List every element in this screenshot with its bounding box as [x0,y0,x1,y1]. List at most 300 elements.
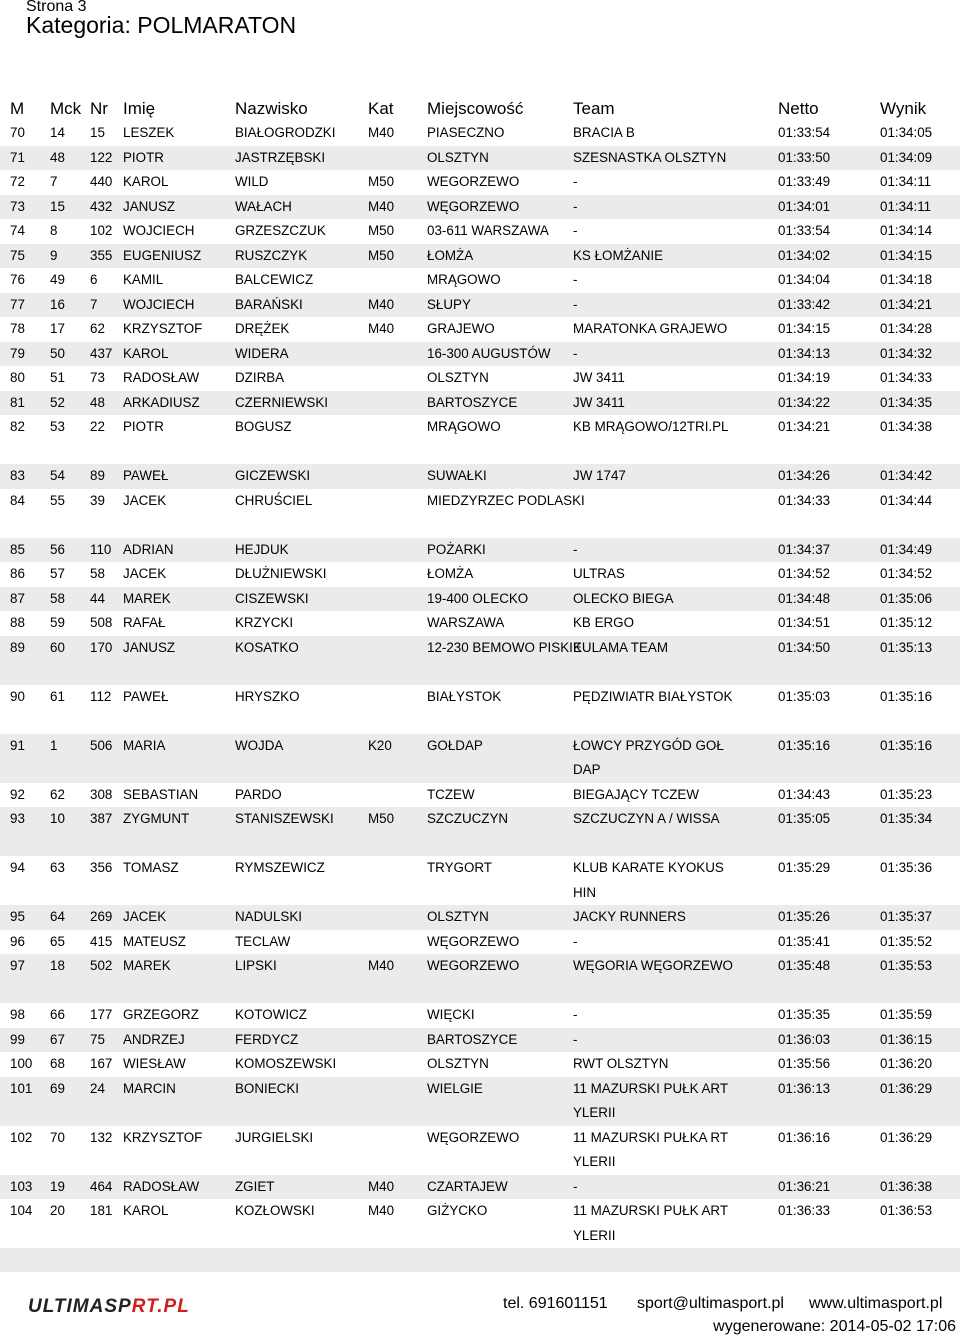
cell-m: 103 [10,1178,33,1194]
cell-miejscowosc: GRAJEWO [427,321,495,336]
cell-nazwisko: KOSATKO [235,639,299,655]
cell-kat: M40 [368,1203,395,1218]
cell-nr: 432 [90,198,113,214]
cell-nr: 502 [90,958,113,973]
cell-nazwisko: DŁUŻNIEWSKI [235,566,327,581]
cell-nr: 102 [90,223,113,238]
cell-wynik: 01:34:11 [880,198,932,214]
footer-phone: tel. 691601151 [503,1295,608,1312]
cell-netto: 01:33:42 [778,296,831,312]
table-empty-row [0,1248,960,1272]
cell-team: RWT OLSZTYN [573,1056,669,1071]
cell-wynik: 01:34:35 [880,394,933,410]
cell-miejscowosc: GIŻYCKO [427,1203,488,1218]
cell-imie: MAREK [123,958,171,973]
cell-m: 77 [10,296,25,312]
cell-netto: 01:33:50 [778,149,831,165]
cell-imie: KRZYSZTOF [123,321,203,336]
table-row [0,1126,960,1175]
cell-m: 95 [10,909,25,924]
cell-wynik: 01:34:32 [880,345,933,361]
cell-netto: 01:36:33 [778,1203,831,1218]
table-row [0,268,960,293]
cell-imie: EUGENIUSZ [123,247,202,263]
cell-team: - [573,345,578,361]
cell-team: 11 MAZURSKI PUŁKA RTYLERII [573,1129,729,1169]
cell-team: KB MRĄGOWO/12TRI.PL [573,419,729,434]
col-header-miejscowosc: Miejscowość [427,99,524,118]
cell-nazwisko: DRĘŻEK [235,321,290,336]
cell-nazwisko: TECLAW [235,933,291,949]
col-header-mck: Mck [50,99,82,118]
cell-nr: 75 [90,1031,105,1047]
cell-miejscowosc: WĘGORZEWO [427,198,520,214]
cell-netto: 01:34:19 [778,370,831,385]
cell-nazwisko: RUSZCZYK [235,247,308,263]
cell-miejscowosc: BARTOSZYCE [427,394,518,410]
cell-nazwisko: BIAŁOGRODZKI [235,125,336,140]
cell-mck: 56 [50,541,65,557]
cell-mck: 58 [50,590,65,606]
cell-team: BIEGAJĄCY TCZEW [573,786,699,802]
cell-team: - [573,223,578,238]
cell-nazwisko: WILD [235,174,269,189]
table-row [0,1199,960,1248]
cell-nazwisko: KOZŁOWSKI [235,1203,315,1218]
table-header [0,97,960,121]
cell-wynik: 01:35:53 [880,958,933,973]
cell-m: 83 [10,468,25,483]
footer-email: sport@ultimasport.pl [637,1295,784,1312]
cell-mck: 52 [50,394,65,410]
cell-netto: 01:34:15 [778,321,831,336]
cell-m: 102 [10,1129,33,1145]
table-row [0,783,960,808]
cell-miejscowosc: WARSZAWA [427,615,505,630]
cell-nazwisko: JASTRZĘBSKI [235,149,326,165]
cell-mck: 7 [50,174,58,189]
table-row [0,685,960,734]
cell-m: 99 [10,1031,25,1047]
cell-miejscowosc: TCZEW [427,786,475,802]
cell-wynik: 01:36:53 [880,1203,933,1218]
table-row [0,146,960,171]
table-row [0,293,960,318]
cell-nr: 506 [90,737,113,753]
cell-nr: 415 [90,933,113,949]
table-row [0,366,960,391]
cell-miejscowosc: GOŁDAP [427,737,483,753]
table-row [0,244,960,269]
cell-nr: 177 [90,1007,113,1022]
cell-kat: M50 [368,811,395,826]
cell-imie: JANUSZ [123,198,176,214]
cell-m: 79 [10,345,25,361]
cell-nr: 269 [90,909,113,924]
cell-m: 70 [10,125,25,140]
cell-wynik: 01:35:13 [880,639,933,655]
cell-miejscowosc: 03-611 WARSZAWA [427,223,549,238]
cell-netto: 01:34:50 [778,639,831,655]
cell-miejscowosc: MRĄGOWO [427,272,501,287]
col-header-nazwisko: Nazwisko [235,99,308,118]
table-row [0,930,960,955]
cell-nr: 62 [90,321,105,336]
cell-team: - [573,272,578,287]
cell-miejscowosc: WIELGIE [427,1080,483,1096]
cell-nr: 170 [90,639,113,655]
cell-netto: 01:33:54 [778,223,831,238]
cell-wynik: 01:34:38 [880,419,933,434]
cell-nr: 464 [90,1178,113,1194]
cell-kat: M40 [368,958,395,973]
cell-nazwisko: BARAŃSKI [235,296,303,312]
cell-m: 98 [10,1007,25,1022]
footer-website: www.ultimasport.pl [809,1295,943,1312]
cell-wynik: 01:34:09 [880,149,933,165]
cell-imie: MATEUSZ [123,933,186,949]
cell-nr: 73 [90,370,105,385]
cell-imie: PIOTR [123,149,164,165]
table-row [0,1003,960,1028]
cell-imie: JACEK [123,566,167,581]
cell-m: 101 [10,1080,33,1096]
cell-mck: 53 [50,419,65,434]
cell-netto: 01:35:29 [778,860,831,875]
cell-team: JW 1747 [573,468,626,483]
cell-team: BRACIA B [573,125,635,140]
table-row [0,121,960,146]
cell-mck: 59 [50,615,65,630]
cell-nr: 89 [90,468,105,483]
cell-wynik: 01:35:23 [880,786,933,802]
cell-wynik: 01:36:38 [880,1178,933,1194]
cell-miejscowosc: WEGORZEWO [427,174,520,189]
cell-nazwisko: PARDO [235,786,282,802]
cell-wynik: 01:34:11 [880,174,932,189]
cell-miejscowosc: POŻARKI [427,541,486,557]
cell-miejscowosc: PIASECZNO [427,125,505,140]
cell-netto: 01:35:41 [778,933,831,949]
cell-mck: 16 [50,296,65,312]
cell-netto: 01:34:04 [778,272,831,287]
cell-imie: ADRIAN [123,541,174,557]
cell-m: 92 [10,786,25,802]
table-row [0,611,960,636]
cell-imie: PIOTR [123,419,164,434]
category-title: Kategoria: POLMARATON [26,12,297,38]
cell-nazwisko: CISZEWSKI [235,590,309,606]
cell-wynik: 01:35:16 [880,737,933,753]
cell-nr: 48 [90,394,105,410]
cell-imie: JACEK [123,492,167,508]
cell-netto: 01:35:03 [778,688,831,704]
cell-miejscowosc: WIĘCKI [427,1007,475,1022]
cell-nazwisko: HRYSZKO [235,688,300,704]
cell-miejscowosc: 16-300 AUGUSTÓW [427,345,551,361]
cell-mck: 57 [50,566,65,581]
cell-netto: 01:34:51 [778,615,831,630]
cell-nazwisko: CHRUŚCIEL [235,492,313,508]
cell-mck: 50 [50,345,65,361]
table-row [0,489,960,538]
cell-imie: KAROL [123,1203,169,1218]
cell-m: 78 [10,321,25,336]
cell-m: 87 [10,590,25,606]
cell-m: 100 [10,1056,33,1071]
cell-nazwisko: GRZESZCZUK [235,223,326,238]
cell-imie: JANUSZ [123,639,176,655]
cell-kat: M50 [368,223,395,238]
cell-nazwisko: WOJDA [235,737,284,753]
cell-nr: 387 [90,811,113,826]
table-row [0,636,960,685]
cell-kat: M40 [368,1178,395,1194]
cell-mck: 65 [50,933,65,949]
cell-imie: GRZEGORZ [123,1007,199,1022]
cell-team: - [573,296,578,312]
cell-m: 82 [10,419,25,434]
cell-mck: 55 [50,492,65,508]
cell-m: 80 [10,370,25,385]
cell-mck: 62 [50,786,65,802]
cell-mck: 64 [50,909,65,924]
col-header-kat: Kat [368,99,394,118]
cell-miejscowosc: BARTOSZYCE [427,1031,518,1047]
cell-nr: 508 [90,615,113,630]
cell-mck: 19 [50,1178,65,1194]
cell-m: 71 [10,149,25,165]
cell-mck: 54 [50,468,65,483]
cell-netto: 01:34:48 [778,590,831,606]
cell-team: ULTRAS [573,566,625,581]
cell-wynik: 01:35:34 [880,811,933,826]
table-row [0,562,960,587]
cell-miejscowosc: 19-400 OLECKO [427,590,529,606]
cell-imie: KAMIL [123,272,164,287]
generated-timestamp: wygenerowane: 2014-05-02 17:06 [713,1318,956,1335]
cell-netto: 01:36:16 [778,1129,831,1145]
cell-netto: 01:34:26 [778,468,831,483]
cell-nazwisko: LIPSKI [235,958,277,973]
cell-team: JW 3411 [573,394,625,410]
cell-netto: 01:34:22 [778,394,831,410]
cell-imie: ZYGMUNT [123,811,190,826]
cell-netto: 01:34:33 [778,492,831,508]
col-header-m: M [10,99,25,118]
cell-nazwisko: FERDYCZ [235,1031,299,1047]
cell-miejscowosc: TRYGORT [427,860,492,875]
cell-mck: 51 [50,370,65,385]
table-row [0,464,960,489]
col-header-nr: Nr [90,99,108,118]
cell-kat: M50 [368,174,395,189]
cell-miejscowosc: BIAŁYSTOK [427,688,502,704]
col-header-netto: Netto [778,99,819,118]
cell-mck: 67 [50,1031,65,1047]
cell-miejscowosc: MRĄGOWO [427,419,501,434]
cell-nr: 7 [90,296,98,312]
cell-team: PĘDZIWIATR BIAŁYSTOK [573,688,733,704]
table-row [0,1175,960,1200]
cell-team: JW 3411 [573,370,625,385]
cell-nazwisko: JURGIELSKI [235,1129,314,1145]
table-row [0,415,960,464]
cell-netto: 01:36:21 [778,1178,831,1194]
col-header-wynik: Wynik [880,99,927,118]
cell-team: KLUB KARATE KYOKUSHIN [573,860,724,900]
cell-nr: 44 [90,590,105,606]
table-row [0,317,960,342]
cell-imie: SEBASTIAN [123,786,199,802]
cell-m: 91 [10,737,25,753]
cell-nr: 24 [90,1080,105,1096]
col-header-team: Team [573,99,615,118]
cell-kat: M40 [368,296,395,312]
cell-nr: 356 [90,860,113,875]
cell-m: 73 [10,198,25,214]
cell-mck: 1 [50,737,58,753]
cell-nazwisko: STANISZEWSKI [235,811,334,826]
cell-miejscowosc: OLSZTYN [427,1056,489,1071]
cell-nazwisko: KRZYCKI [235,615,294,630]
cell-team: - [573,541,578,557]
cell-mck: 68 [50,1056,65,1071]
cell-nr: 122 [90,149,113,165]
cell-wynik: 01:34:52 [880,566,933,581]
cell-netto: 01:34:02 [778,247,831,263]
cell-team: - [573,1178,578,1194]
cell-team: KULAMA TEAM [573,639,669,655]
cell-mck: 66 [50,1007,65,1022]
cell-team: SZESNASTKA OLSZTYN [573,149,727,165]
table-row [0,807,960,856]
cell-netto: 01:35:56 [778,1056,831,1071]
ultimasport-logo: ULTIMASPRT.PL [28,1296,190,1317]
table-row [0,587,960,612]
cell-m: 94 [10,860,25,875]
cell-kat: M50 [368,247,395,263]
cell-netto: 01:34:01 [778,198,831,214]
cell-wynik: 01:34:33 [880,370,933,385]
cell-miejscowosc: WĘGORZEWO [427,933,520,949]
cell-miejscowosc: SŁUPY [427,296,471,312]
cell-netto: 01:36:03 [778,1031,831,1047]
cell-wynik: 01:36:15 [880,1031,933,1047]
table-row [0,170,960,195]
cell-imie: ANDRZEJ [123,1031,185,1047]
cell-miejscowosc: CZARTAJEW [427,1178,508,1194]
cell-kat: M40 [368,125,395,140]
cell-mck: 48 [50,149,65,165]
cell-m: 88 [10,615,25,630]
cell-imie: RADOSŁAW [123,1178,200,1194]
cell-wynik: 01:35:59 [880,1007,933,1022]
cell-imie: LESZEK [123,125,175,140]
cell-mck: 10 [50,811,65,826]
cell-m: 76 [10,272,25,287]
cell-nr: 112 [90,688,112,704]
cell-kat: M40 [368,321,395,336]
cell-wynik: 01:34:18 [880,272,933,287]
cell-team: WĘGORIA WĘGORZEWO [573,958,733,973]
cell-team: 11 MAZURSKI PUŁK ARTYLERII [573,1080,729,1120]
cell-team: - [573,174,578,189]
cell-nazwisko: RYMSZEWICZ [235,860,325,875]
cell-mck: 49 [50,272,65,287]
cell-m: 75 [10,247,25,263]
cell-team: OLECKO BIEGA [573,590,674,606]
cell-nr: 15 [90,125,105,140]
cell-nr: 167 [90,1056,113,1071]
table-row [0,856,960,905]
cell-team: - [573,1007,578,1022]
cell-m: 85 [10,541,25,557]
cell-imie: PAWEŁ [123,468,169,483]
cell-mck: 15 [50,198,65,214]
cell-nazwisko: WAŁACH [235,198,292,214]
cell-netto: 01:35:16 [778,737,831,753]
cell-miejscowosc: ŁOMŻA [427,566,474,581]
cell-nazwisko: WIDERA [235,345,289,361]
cell-mck: 20 [50,1203,65,1218]
table-row [0,954,960,1003]
cell-m: 89 [10,639,25,655]
cell-imie: RAFAŁ [123,615,166,630]
cell-m: 93 [10,811,25,826]
cell-netto: 01:34:21 [778,419,831,434]
table-row [0,538,960,563]
cell-nazwisko: GICZEWSKI [235,468,311,483]
table-row [0,195,960,220]
cell-mck: 8 [50,223,58,238]
cell-nazwisko: CZERNIEWSKI [235,394,328,410]
cell-miejscowosc: SZCZUCZYN [427,811,509,826]
cell-miejscowosc: ŁOMŻA [427,247,474,263]
cell-netto: 01:36:13 [778,1080,831,1096]
cell-wynik: 01:36:20 [880,1056,933,1071]
cell-netto: 01:34:13 [778,345,831,361]
cell-nazwisko: KOMOSZEWSKI [235,1056,337,1071]
cell-netto: 01:35:35 [778,1007,831,1022]
cell-miejscowosc: OLSZTYN [427,370,489,385]
cell-wynik: 01:35:06 [880,590,933,606]
cell-team: JACKY RUNNERS [573,909,686,924]
cell-wynik: 01:36:29 [880,1080,933,1096]
col-header-imie: Imię [123,99,156,118]
cell-nazwisko: BONIECKI [235,1080,299,1096]
cell-mck: 60 [50,639,65,655]
cell-team: KS ŁOMŻANIE [573,247,664,263]
cell-miejscowosc: MIEDZYRZEC PODLASKI [427,492,585,508]
cell-m: 74 [10,223,25,238]
cell-imie: KAROL [123,345,169,361]
cell-imie: TOMASZ [123,860,179,875]
cell-imie: WOJCIECH [123,223,195,238]
cell-team: - [573,933,578,949]
cell-nazwisko: BOGUSZ [235,419,292,434]
table-body [0,121,960,1248]
table-row [0,391,960,416]
cell-m: 97 [10,958,25,973]
cell-nr: 6 [90,272,98,287]
cell-m: 84 [10,492,25,508]
cell-miejscowosc: 12-230 BEMOWO PISKIE [427,639,582,655]
cell-wynik: 01:36:29 [880,1129,933,1145]
cell-nr: 308 [90,786,113,802]
cell-netto: 01:34:37 [778,541,831,557]
table-row [0,219,960,244]
